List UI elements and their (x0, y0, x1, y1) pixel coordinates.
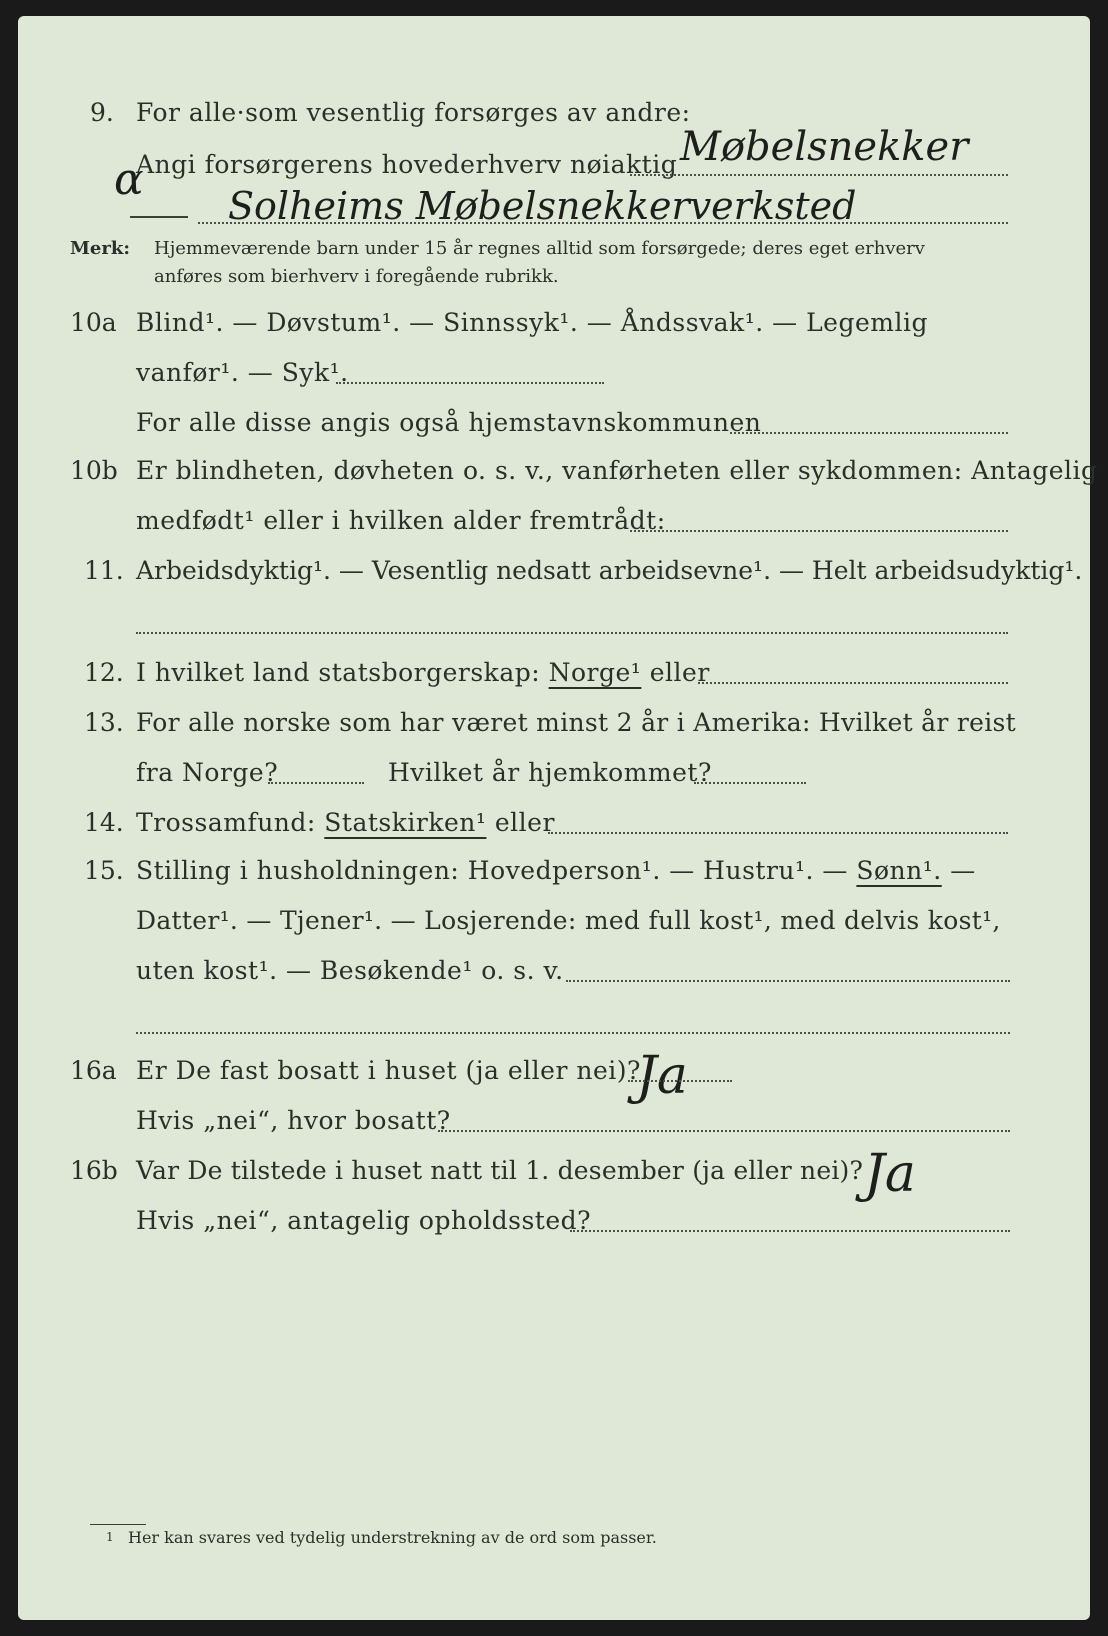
q9-line1: For alle·som vesentlig forsørges av andre: (136, 98, 691, 127)
q13-hjemkommet-line (694, 782, 806, 784)
q15-line3: uten kost¹. — Besøkende¹ o. s. v. (136, 956, 564, 985)
q16a-answer-line (628, 1080, 732, 1082)
q12-line (136, 658, 710, 687)
q13-line2b: Hvilket år hjemkommet? (388, 758, 712, 787)
q13-number: 13. (84, 708, 124, 737)
q9-line2: Angi forsørgerens hovederhverv nøiaktig (136, 150, 678, 179)
q9-handwritten-employer: Solheims Møbelsnekkerverksted (228, 184, 857, 228)
merk-line1: Hjemmeværende barn under 15 år regnes alltid som forsørgede; deres eget erhverv (154, 238, 925, 259)
q14-number: 14. (84, 808, 124, 837)
q15-answer-line2 (136, 1032, 1010, 1034)
q16b-line2: Hvis „nei“, antagelig opholdssted? (136, 1206, 592, 1235)
q12-underlined: Norge¹ (548, 658, 642, 687)
q14-answer-line (548, 832, 1008, 834)
q10b-number: 10b (70, 456, 118, 485)
q12-number: 12. (84, 658, 124, 687)
q12-answer-line (698, 682, 1008, 684)
q13-line1: For alle norske som har været minst 2 år i Amerika: Hvilket år reist (136, 708, 1017, 737)
margin-dash (130, 216, 188, 218)
q10b-age-line (630, 530, 1008, 532)
footnote-rule (90, 1524, 146, 1525)
q16b-number: 16b (70, 1156, 118, 1185)
q10a-line1: Blind¹. — Døvstum¹. — Sinnssyk¹. — Åndssvak¹. — Legemlig (136, 308, 928, 337)
q14-post: eller (494, 808, 555, 837)
q16a-line2: Hvis „nei“, hvor bosatt? (136, 1106, 451, 1135)
footnote-text: Her kan svares ved tydelig understrekning av de ord som passer. (128, 1528, 657, 1547)
q16b-line1: Var De tilstede i huset natt til 1. desember (ja eller nei)? (136, 1156, 864, 1185)
q9-answer-line1 (630, 174, 1008, 176)
q16b-opholdssted-line (570, 1230, 1010, 1232)
q15-line1-post: — (950, 856, 976, 885)
q9-answer-line2 (198, 222, 1008, 224)
q15-answer-line1 (566, 980, 1010, 982)
q10a-number: 10a (70, 308, 117, 337)
q15-line2: Datter¹. — Tjener¹. — Losjerende: med full kost¹, med delvis kost¹, (136, 906, 1001, 935)
q15-line1 (136, 856, 976, 885)
q10a-line2: vanfør¹. — Syk¹. (136, 358, 349, 387)
q12-post: eller (649, 658, 710, 687)
q11-number: 11. (84, 556, 124, 585)
q15-number: 15. (84, 856, 124, 885)
q14-pre: Trossamfund: (136, 808, 316, 837)
q10a-syk-line (336, 382, 604, 384)
q15-line1-pre: Stilling i husholdningen: Hovedperson¹. — Hustru¹. — (136, 856, 848, 885)
q10a-line3: For alle disse angis også hjemstavnskommunen (136, 408, 762, 437)
merk-line2: anføres som bierhverv i foregående rubrikk. (154, 266, 559, 287)
q16a-number: 16a (70, 1056, 117, 1085)
q12-pre: I hvilket land statsborgerskap: (136, 658, 541, 687)
q16a-handwritten-answer: Ja (636, 1046, 688, 1106)
q16a-bosatt-line (438, 1130, 1010, 1132)
q9-handwritten-occupation: Møbelsnekker (680, 124, 969, 170)
q14-underlined: Statskirken¹ (324, 808, 487, 837)
q14-line (136, 808, 555, 837)
q11-line1: Arbeidsdyktig¹. — Vesentlig nedsatt arbeidsevne¹. — Helt arbeidsudyktig¹. (136, 556, 1083, 585)
census-form-page (18, 16, 1098, 1620)
q10a-hjemstavn-line (730, 432, 1008, 434)
q10b-line2: medfødt¹ eller i hvilken alder fremtrådt: (136, 506, 666, 535)
q13-reist-line (268, 782, 364, 784)
merk-label: Merk: (70, 238, 130, 259)
q15-line1-underlined: Sønn¹. (856, 856, 942, 885)
q16a-line1: Er De fast bosatt i huset (ja eller nei)? (136, 1056, 641, 1085)
q9-number: 9. (90, 98, 114, 127)
margin-mark-icon: α (114, 154, 144, 205)
q16b-handwritten-answer: Ja (864, 1144, 916, 1204)
q11-answer-line (136, 632, 1008, 634)
q10b-line1: Er blindheten, døvheten o. s. v., vanførheten eller sykdommen: Antagelig (136, 456, 1098, 485)
footnote-mark: 1 (106, 1530, 114, 1544)
q13-line2a: fra Norge? (136, 758, 279, 787)
